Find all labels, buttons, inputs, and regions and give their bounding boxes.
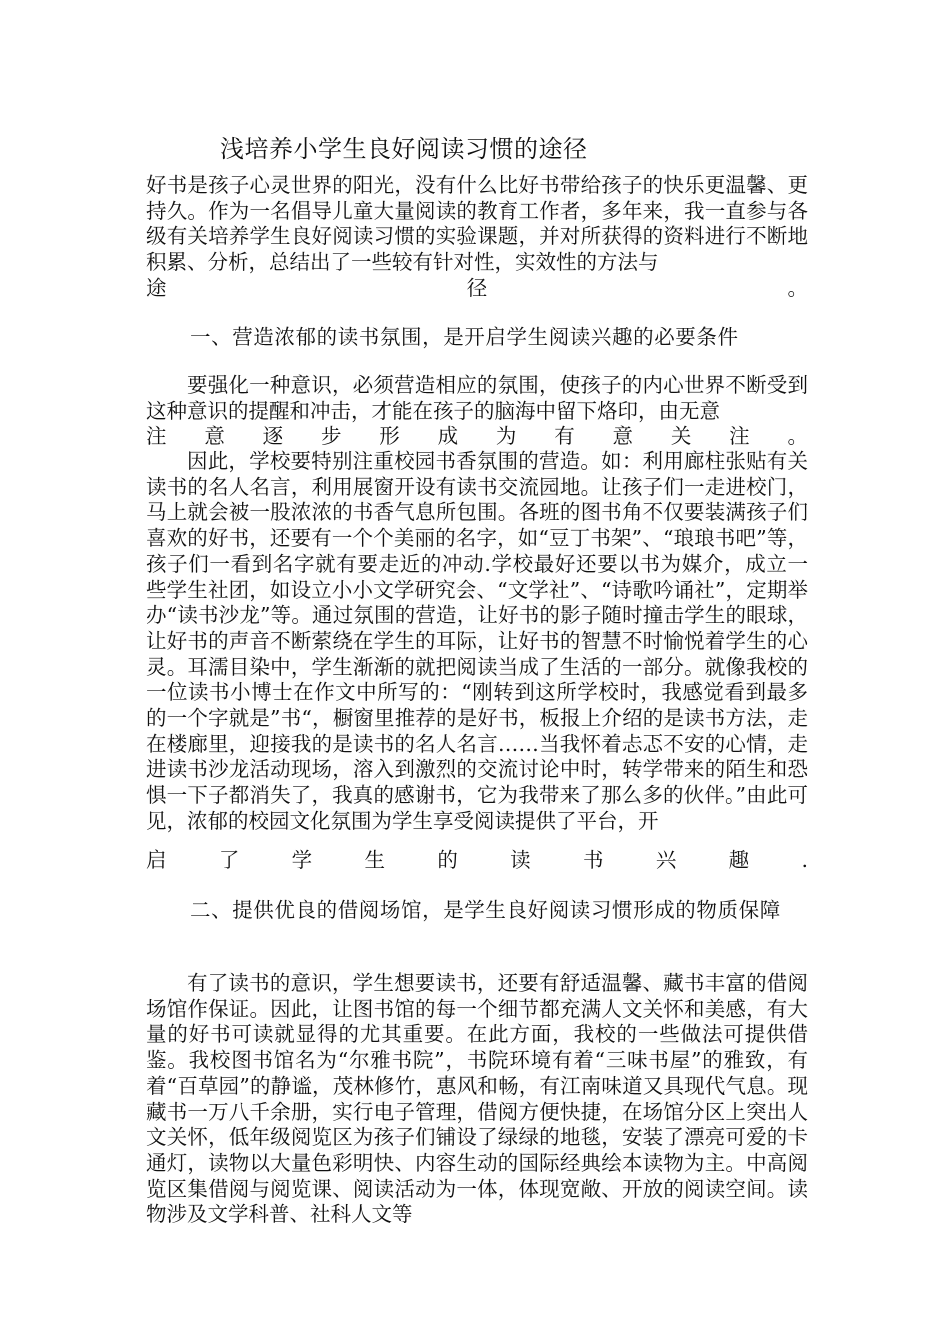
section1-paragraph-2: 因此，学校要特别注重校园书香氛围的营造。如：利用廊柱张贴有关读书的名人名言，利用展窗开设有读书交流园地。让孩子们一走进校门，马上就会被一股浓浓的书香气息所包围。各班的图书角不仅要装满孩子们喜欢的好书，还要有一个个美丽的名字，如“豆丁书架”、“琅琅书吧”等，孩子们一看到名字就有要走近的冲动.学校最好还要以书为媒介，成立一些学生社团，如设立小小文学研究会、“文学社”、“诗歌吟诵社”，定期举办“读书沙龙”等。通过氛围的营造，让好书的影子随时撞击学生的眼球，让好书的声音不断萦绕在学生的耳际，让好书的智慧不时愉悦着学生的心灵。耳濡目染中，学生渐渐的就把阅读当成了生活的一部分。就像我校的一位读书小博士在作文中所写的：“刚转到这所学校时，我感觉看到最多的一个字就是”书“，橱窗里推荐的是好书，板报上介绍的是读书方法，走在楼廊里，迎接我的是读书的名人名言……当我怀着忐忑不安的心情，走进读书沙龙活动现场，溶入到激烈的交流讨论中时，转学带来的陌生和恐惧一下子都消失了，我真的感谢书，它为我带来了那么多的伙伴。”由此可见，浓郁的校园文化氛围为学生享受阅读提供了平台，开 — [146, 449, 808, 833]
section-heading-1: 一、营造浓郁的读书氛围，是开启学生阅读兴趣的必要条件 — [190, 325, 739, 349]
section1-paragraph-1: 要强化一种意识，必须营造相应的氛围，使孩子的内心世界不断受到这种意识的提醒和冲击，才能在孩子的脑海中留下烙印，由无意 — [146, 373, 808, 423]
section1-paragraph-2-last-line: 启 了 学 生 的 读 书 兴 趣 . — [146, 848, 808, 872]
section-heading-2: 二、提供优良的借阅场馆，是学生良好阅读习惯形成的物质保障 — [190, 898, 781, 922]
section1-paragraph-1-last-line: 注 意 逐 步 形 成 为 有 意 关 注 。 — [146, 424, 808, 448]
section2-paragraph-1: 有了读书的意识，学生想要读书，还要有舒适温馨、藏书丰富的借阅场馆作保证。因此，让图书馆的每一个细节都充满人文关怀和美感，有大量的好书可读就显得的尤其重要。在此方面，我校的一些做法可提供借鉴。我校图书馆名为“尔雅书院”，书院环境有着“三味书屋”的雅致，有着“百草园”的静谧，茂林修竹，惠风和畅，有江南味道又具现代气息。现藏书一万八千余册，实行电子管理，借阅方便快捷，在场馆分区上突出人文关怀，低年级阅览区为孩子们铺设了绿绿的地毯，安装了漂亮可爱的卡通灯，读物以大量色彩明快、内容生动的国际经典绘本读物为主。中高阅览区集借阅与阅览课、阅读活动为一体，体现宽敞、开放的阅读空间。读物涉及文学科普、社科人文等 — [146, 971, 808, 1227]
document-title: 浅培养小学生良好阅读习惯的途径 — [220, 135, 588, 163]
intro-paragraph: 好书是孩子心灵世界的阳光，没有什么比好书带给孩子的快乐更温馨、更持久。作为一名倡导儿童大量阅读的教育工作者，多年来，我一直参与各级有关培养学生良好阅读习惯的实验课题，并对所获得的资料进行不断地积累、分析，总结出了一些较有针对性，实效性的方法与 — [146, 173, 808, 275]
intro-paragraph-last-line: 途 径 。 — [146, 276, 808, 300]
